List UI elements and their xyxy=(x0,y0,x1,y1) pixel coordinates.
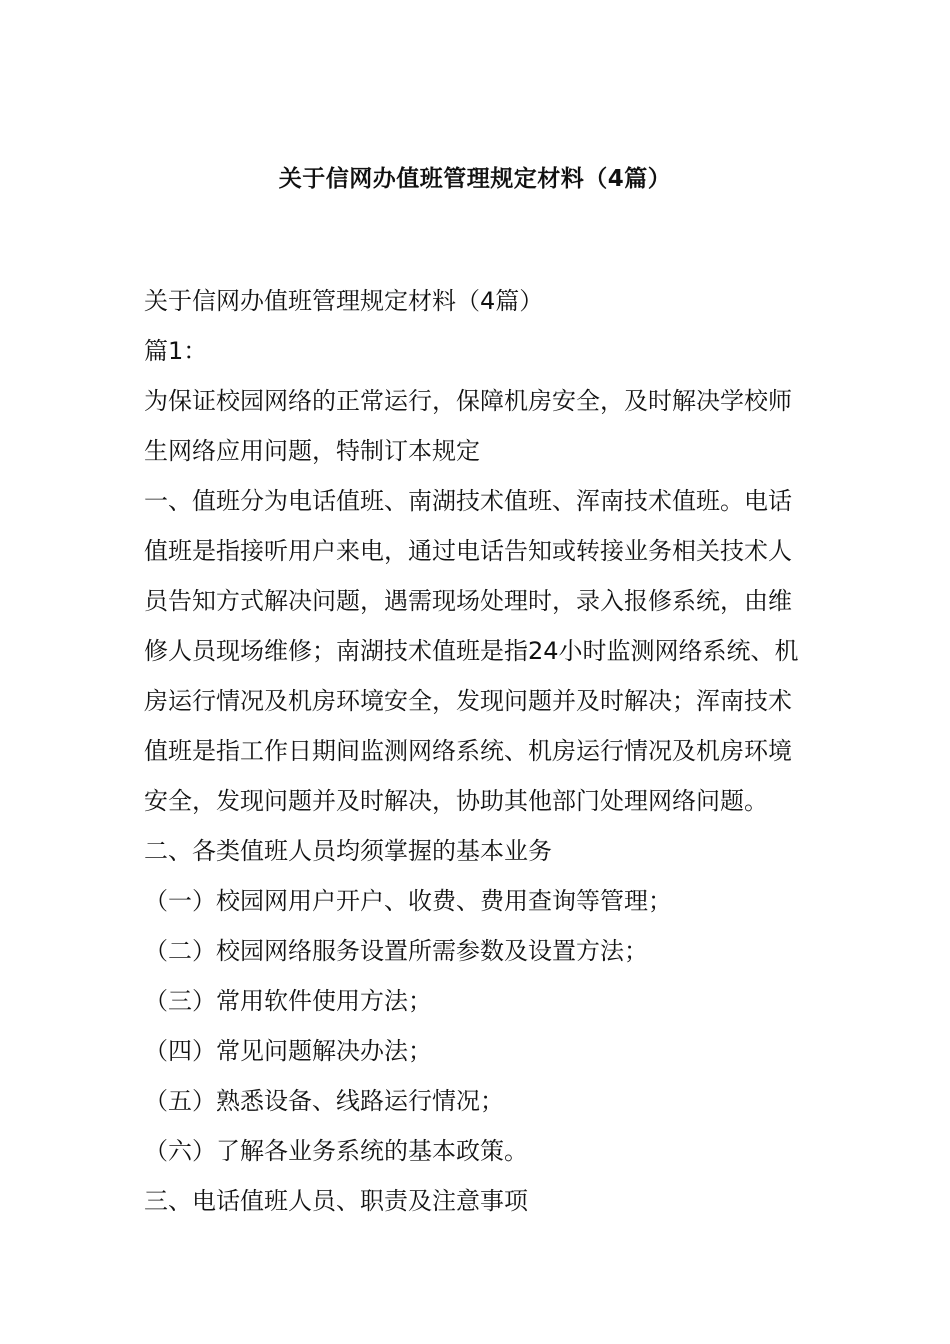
list-item: （三）常用软件使用方法； xyxy=(144,987,432,1015)
heading-line: 三、电话值班人员、职责及注意事项 xyxy=(144,1187,528,1215)
section-label: 篇1： xyxy=(144,337,208,365)
list-item: （五）熟悉设备、线路运行情况； xyxy=(144,1087,504,1115)
list-item: （一）校园网用户开户、收费、费用查询等管理； xyxy=(144,887,672,915)
list-item: （六）了解各业务系统的基本政策。 xyxy=(144,1137,528,1165)
body-subtitle: 关于信网办值班管理规定材料（4篇） xyxy=(144,287,544,315)
paragraph-line: 员告知方式解决问题，遇需现场处理时，录入报修系统，由维 xyxy=(144,587,792,615)
paragraph-line: 为保证校园网络的正常运行，保障机房安全，及时解决学校师 xyxy=(144,387,792,415)
paragraph-line: 值班是指接听用户来电，通过电话告知或转接业务相关技术人 xyxy=(144,537,792,565)
heading-line: 二、各类值班人员均须掌握的基本业务 xyxy=(144,837,552,865)
paragraph-line: 值班是指工作日期间监测网络系统、机房运行情况及机房环境 xyxy=(144,737,792,765)
list-item: （二）校园网络服务设置所需参数及设置方法； xyxy=(144,937,648,965)
paragraph-line: 一、值班分为电话值班、南湖技术值班、浑南技术值班。电话 xyxy=(144,487,792,515)
document-body xyxy=(144,276,814,1226)
paragraph-line: 房运行情况及机房环境安全，发现问题并及时解决；浑南技术 xyxy=(144,687,792,715)
paragraph-line: 生网络应用问题，特制订本规定 xyxy=(144,437,480,465)
list-item: （四）常见问题解决办法； xyxy=(144,1037,432,1065)
paragraph-line: 修人员现场维修；南湖技术值班是指24小时监测网络系统、机 xyxy=(144,637,799,665)
document-title: 关于信网办值班管理规定材料（4篇） xyxy=(278,166,672,192)
paragraph-line: 安全，发现问题并及时解决，协助其他部门处理网络问题。 xyxy=(144,787,768,815)
